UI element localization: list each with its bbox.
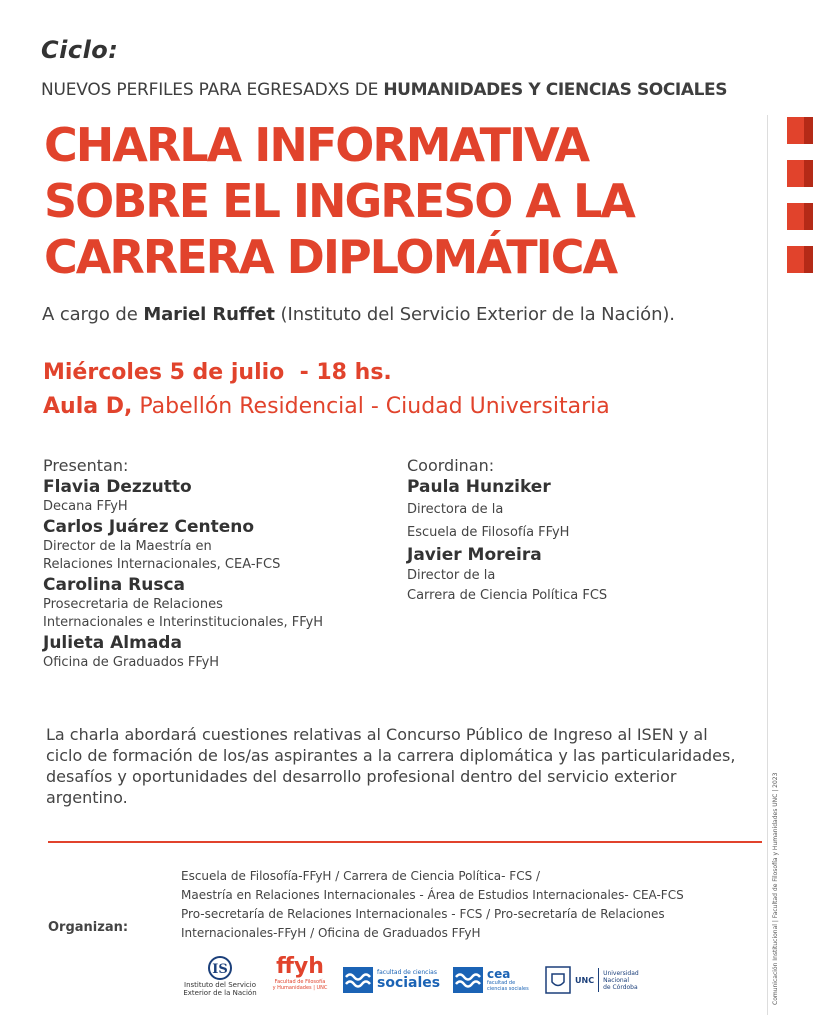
organizer-line: Escuela de Filosofía-FFyH / Carrera de Ciencia Política- FCS / <box>181 869 541 883</box>
cea-name <box>487 968 529 992</box>
isen-name <box>183 981 256 997</box>
person-name: Flavia Dezzutto <box>43 477 192 497</box>
square-3 <box>787 203 813 230</box>
unc-line: Nacional <box>603 976 630 984</box>
side-divider <box>767 115 768 1015</box>
unc-shield-icon <box>545 966 571 994</box>
ffyh-name <box>273 979 328 991</box>
person-role: Decana FFyH <box>43 499 128 514</box>
isen-line: Instituto del Servicio <box>184 981 256 989</box>
unc-line: Universidad <box>603 969 639 977</box>
presentan-heading: Presentan: <box>43 456 129 475</box>
person-role: Prosecretaria de Relaciones Internacionales e Interinstitucionales, FFyH <box>43 597 324 630</box>
cea-big: cea <box>487 967 511 981</box>
ffyh-mark: ffyh <box>276 954 324 979</box>
organizan-label: Organizan: <box>48 920 129 935</box>
main-title <box>44 117 764 285</box>
ffyh-logo <box>272 955 328 1005</box>
organizer-line: Maestría en Relaciones Internacionales - Área de Estudios Internacionales- CEA-FCS <box>181 888 684 902</box>
unc-mark: UNC <box>575 975 595 985</box>
person-name: Javier Moreira <box>407 545 542 565</box>
event-location: Pabellón Residencial - Ciudad Universitaria <box>132 394 610 419</box>
cea-small: facultad de <box>487 980 516 986</box>
isen-emblem-icon <box>205 955 235 981</box>
section-divider <box>48 841 762 843</box>
presentan-column <box>43 456 383 672</box>
speaker-prefix: A cargo de <box>42 304 144 325</box>
cea-logo <box>453 955 533 1005</box>
title-line: CARRERA DIPLOMÁTICA <box>44 230 617 284</box>
speaker-line <box>42 304 675 325</box>
fcs-name <box>377 969 440 991</box>
cycle-label: Ciclo: <box>41 36 119 64</box>
organizers-list <box>181 867 741 943</box>
organizer-line: Pro-secretaría de Relaciones Internacionales - FCS / Pro-secretaría de Relaciones <box>181 907 665 921</box>
person-name: Paula Hunziker <box>407 477 551 497</box>
square-2 <box>787 160 813 187</box>
isen-logo <box>180 955 260 1005</box>
square-1 <box>787 117 813 144</box>
square-4 <box>787 246 813 273</box>
person-role: Director de la Maestría en Relaciones Internacionales, CEA-FCS <box>43 539 281 572</box>
unc-logo <box>545 955 645 1005</box>
person-name: Julieta Almada <box>43 633 182 653</box>
event-date: Miércoles 5 de julio - 18 hs. <box>43 360 392 385</box>
svg-text:IS: IS <box>212 962 228 977</box>
speaker-name: Mariel Ruffet <box>143 304 275 325</box>
cea-small: ciencias sociales <box>487 986 529 992</box>
person-role: Directora de la Escuela de Filosofía FFyH <box>407 502 570 540</box>
person-name: Carolina Rusca <box>43 575 186 595</box>
unc-line: de Córdoba <box>603 983 638 991</box>
person-role: Director de la Carrera de Ciencia Política FCS <box>407 568 608 603</box>
coordinan-heading: Coordinan: <box>407 456 495 475</box>
speaker-suffix: (Instituto del Servicio Exterior de la Nación). <box>274 304 675 325</box>
person-role: Oficina de Graduados FFyH <box>43 655 220 670</box>
series-prefix: NUEVOS PERFILES PARA EGRESADXS DE <box>41 80 384 100</box>
series-bold: HUMANIDADES Y CIENCIAS SOCIALES <box>383 80 728 100</box>
side-credit: Comunicación Institucional | Facultad de Filosofía y Humanidades UNC | 2023 <box>772 772 779 1005</box>
fcs-wave-icon <box>343 967 373 993</box>
title-line: CHARLA INFORMATIVA <box>44 118 589 172</box>
fcs-big: sociales <box>377 975 441 991</box>
event-place <box>43 394 610 419</box>
organizer-line: Internacionales-FFyH / Oficina de Graduados FFyH <box>181 926 481 940</box>
series-subtitle <box>41 80 727 100</box>
fcs-logo <box>343 955 443 1005</box>
ffyh-line: y Humanidades | UNC <box>272 985 328 991</box>
cea-wave-icon <box>453 967 483 993</box>
unc-separator <box>598 968 599 992</box>
event-description: La charla abordará cuestiones relativas al Concurso Público de Ingreso al ISEN y al ciclo de formación de los/as aspirantes a la carrera diplomática y las particularidades, desafíos y oportunidades del desarrollo profesional dentro del servicio exterior argentino. <box>46 725 736 807</box>
unc-name <box>603 970 639 991</box>
fcs-small: facultad de ciencias <box>377 969 437 976</box>
event-room: Aula D, <box>43 394 133 419</box>
coordinan-column <box>407 456 707 606</box>
person-name: Carlos Juárez Centeno <box>43 517 255 537</box>
title-line: SOBRE EL INGRESO A LA <box>44 174 634 228</box>
isen-line: Exterior de la Nación <box>183 989 257 997</box>
ffyh-line: Facultad de Filosofía <box>274 979 326 985</box>
